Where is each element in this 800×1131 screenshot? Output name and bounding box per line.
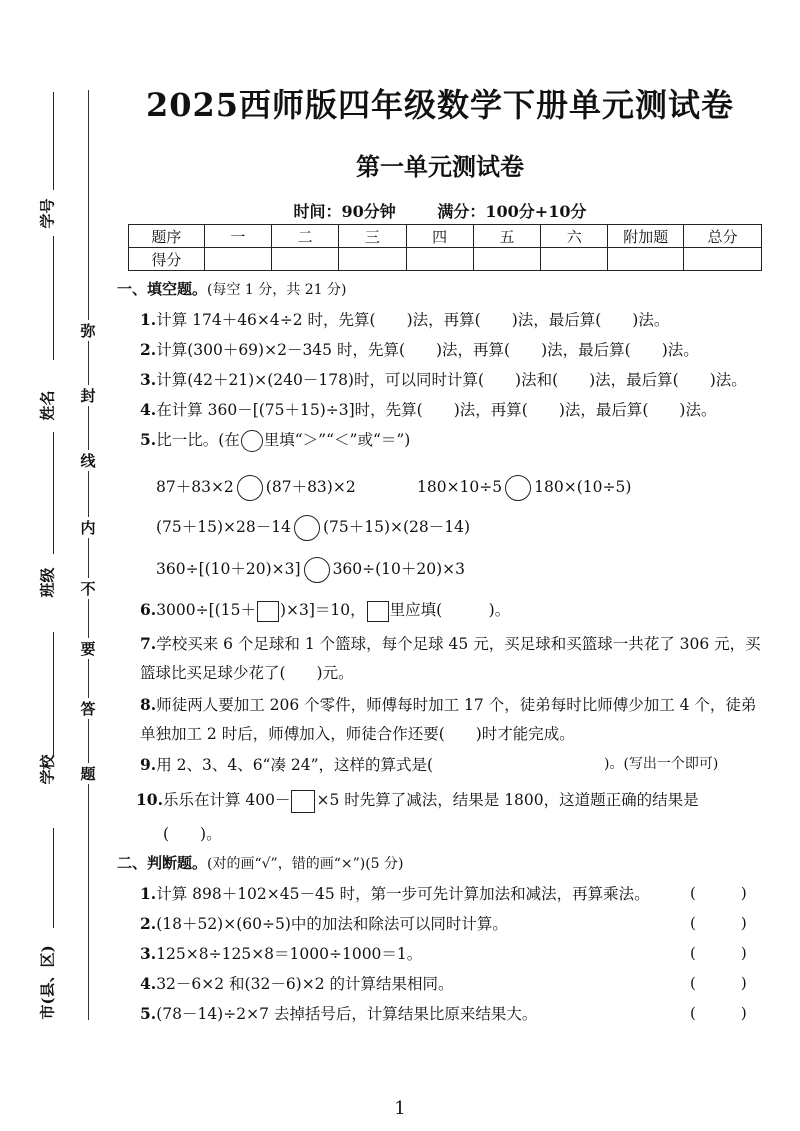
margin-line-3: [53, 432, 54, 554]
question-number: 7.: [140, 634, 157, 653]
compare-right: 180×(10÷5): [534, 478, 632, 496]
question-text: 用 2、3、4、6“凑 24”，这样的算式是(: [156, 756, 434, 774]
answer-circle[interactable]: [505, 475, 531, 501]
question-text: 学校买来 6 个足球和 1 个篮球，每个足球 45 元，买足球和买篮球一共花了 306 元，买: [156, 635, 761, 653]
question-number: 1.: [140, 884, 157, 903]
seal-char: 封: [80, 387, 96, 405]
section-heading: [117, 278, 346, 299]
seal-char: 内: [80, 519, 96, 537]
question-number: 3.: [140, 370, 157, 389]
score-input-cell[interactable]: [541, 248, 608, 271]
exam-info: [120, 199, 760, 222]
section-note: (对的画“√”，错的画“×”)(5 分): [207, 856, 404, 872]
question-text: )×3]＝10，: [279, 601, 366, 619]
question-8: [140, 693, 756, 715]
score-table: [128, 224, 762, 271]
section-title: 一、填空题。: [117, 280, 208, 298]
answer-bracket[interactable]: ( ): [690, 944, 747, 962]
compare-right: 360÷(10＋20)×3: [332, 560, 466, 578]
judge-item: [140, 972, 454, 994]
seal-char: 题: [80, 765, 96, 783]
question-text: (18＋52)×(60÷5)中的加法和除法可以同时计算。: [156, 915, 508, 933]
compare-left: 360÷[(10＋20)×3]: [156, 560, 301, 578]
section-title: 二、判断题。: [117, 854, 208, 872]
page-title: 2025西师版四年级数学下册单元测试卷: [145, 86, 735, 124]
question-number: 1.: [140, 310, 157, 329]
question-number: 10.: [136, 790, 163, 809]
seal-line: [88, 90, 89, 1020]
compare-right: (75＋15)×(28－14): [322, 518, 471, 536]
question-9: [140, 753, 433, 775]
question-2: [140, 338, 699, 360]
question-text: 计算(300＋69)×2－345 时，先算( )法，再算( )法，最后算( )法。: [156, 341, 699, 359]
question-text: ×5 时先算了减法，结果是 1800，这道题正确的结果是: [316, 791, 699, 809]
question-text: 计算 174＋46×4÷2 时，先算( )法，再算( )法，最后算( )法。: [156, 311, 670, 329]
question-9-tail: )。(写出一个即可): [604, 756, 719, 772]
question-6: [140, 598, 510, 622]
question-10: [136, 788, 699, 813]
answer-bracket[interactable]: ( ): [690, 884, 747, 902]
question-text: 乐乐在计算 400－: [162, 791, 291, 809]
question-1: [140, 308, 669, 330]
compare-circle-icon: [241, 430, 263, 452]
question-5: [140, 428, 410, 452]
table-cell: 四: [406, 225, 473, 248]
compare-left: 87＋83×2: [156, 478, 234, 496]
table-cell: 六: [541, 225, 608, 248]
question-number: 5.: [140, 430, 157, 449]
question-number: 8.: [140, 695, 157, 714]
compare-item: [156, 557, 465, 583]
margin-line-2: [53, 236, 54, 360]
question-number: 4.: [140, 974, 157, 993]
blank-box-icon: [367, 601, 389, 622]
score-input-cell[interactable]: [608, 248, 684, 271]
question-text: 里填“＞”“＜”或“＝”): [263, 431, 411, 449]
score-table-score-row: [129, 248, 762, 271]
seal-char: 弥: [80, 322, 96, 340]
margin-line-5: [53, 828, 54, 928]
compare-item: [156, 475, 356, 501]
exam-time: 时间：90分钟: [293, 202, 396, 221]
answer-bracket[interactable]: ( ): [690, 974, 747, 992]
compare-item: [417, 475, 631, 501]
score-input-cell[interactable]: [684, 248, 762, 271]
blank-box[interactable]: [291, 790, 315, 813]
question-text: (78－14)÷2×7 去掉括号后，计算结果比原来结果大。: [156, 1005, 538, 1023]
question-text: 计算(42＋21)×(240－178)时，可以同时计算( )法和( )法，最后算( )法。: [156, 371, 747, 389]
page-number: 1: [394, 1098, 406, 1119]
question-number: 2.: [140, 914, 157, 933]
judge-item: [140, 882, 650, 904]
seal-char: 要: [80, 640, 96, 658]
answer-bracket[interactable]: ( ): [690, 914, 747, 932]
margin-field-name: 姓名: [38, 390, 57, 421]
question-text: 师徒两人要加工 206 个零件，师傅每时加工 17 个，徒弟每时比师傅少加工 4 个，徒弟: [156, 696, 757, 714]
seal-char: 线: [80, 452, 96, 470]
judge-item: [140, 942, 422, 964]
margin-field-city: 市(县、区): [38, 945, 57, 1020]
question-10-cont: ( )。: [163, 825, 222, 843]
full-score: 满分：100分+10分: [437, 202, 587, 221]
question-number: 2.: [140, 340, 157, 359]
question-text: 32－6×2 和(32－6)×2 的计算结果相同。: [156, 975, 454, 993]
section-note: (每空 1 分，共 21 分): [207, 282, 347, 298]
table-cell: 题序: [129, 225, 205, 248]
margin-field-class: 班级: [38, 567, 57, 598]
seal-char: 不: [80, 580, 96, 598]
compare-item: [156, 515, 470, 541]
question-text: 3000÷[(15＋: [156, 601, 256, 619]
question-number: 5.: [140, 1004, 157, 1023]
judge-item: [140, 1002, 537, 1024]
table-cell: 五: [473, 225, 540, 248]
score-input-cell[interactable]: [406, 248, 473, 271]
table-cell: 得分: [129, 248, 205, 271]
blank-box[interactable]: [257, 601, 279, 622]
judge-item: [140, 912, 508, 934]
question-text: 在计算 360－[(75＋15)÷3]时，先算( )法，再算( )法，最后算( )法。: [156, 401, 717, 419]
score-input-cell[interactable]: [339, 248, 406, 271]
table-cell: 总分: [684, 225, 762, 248]
score-table-header-row: [129, 225, 762, 248]
question-7: [140, 632, 761, 654]
question-8-cont: 单独加工 2 时后，师傅加入，师徒合作还要( )时才能完成。: [140, 725, 575, 743]
margin-line-4: [53, 632, 54, 756]
question-text: 125×8÷125×8＝1000÷1000＝1。: [156, 945, 423, 963]
question-text: 比一比。(在: [156, 431, 240, 449]
question-number: 9.: [140, 755, 157, 774]
table-cell: 三: [339, 225, 406, 248]
answer-circle[interactable]: [294, 515, 320, 541]
margin-line-top: [53, 92, 54, 190]
question-3: [140, 368, 747, 390]
section-heading: [117, 852, 404, 873]
compare-right: (87＋83)×2: [265, 478, 356, 496]
answer-bracket[interactable]: ( ): [690, 1004, 747, 1022]
answer-circle[interactable]: [237, 475, 263, 501]
table-cell: 附加题: [608, 225, 684, 248]
table-cell: 二: [271, 225, 338, 248]
question-7-cont: 篮球比买足球少花了( )元。: [140, 664, 354, 682]
question-number: 3.: [140, 944, 157, 963]
table-cell: 一: [204, 225, 271, 248]
compare-left: 180×10÷5: [417, 478, 503, 496]
question-4: [140, 398, 716, 420]
unit-subtitle: 第一单元测试卷: [356, 152, 524, 181]
margin-field-school: 学校: [38, 754, 57, 785]
score-input-cell[interactable]: [473, 248, 540, 271]
score-input-cell[interactable]: [271, 248, 338, 271]
answer-circle[interactable]: [304, 557, 330, 583]
question-text: 里应填( )。: [389, 601, 511, 619]
question-text: 计算 898＋102×45－45 时，第一步可先计算加法和减法，再算乘法。: [156, 885, 650, 903]
question-number: 6.: [140, 600, 157, 619]
score-input-cell[interactable]: [204, 248, 271, 271]
compare-left: (75＋15)×28－14: [156, 518, 291, 536]
question-number: 4.: [140, 400, 157, 419]
margin-field-student-id: 学号: [38, 198, 57, 229]
seal-char: 答: [80, 700, 96, 718]
